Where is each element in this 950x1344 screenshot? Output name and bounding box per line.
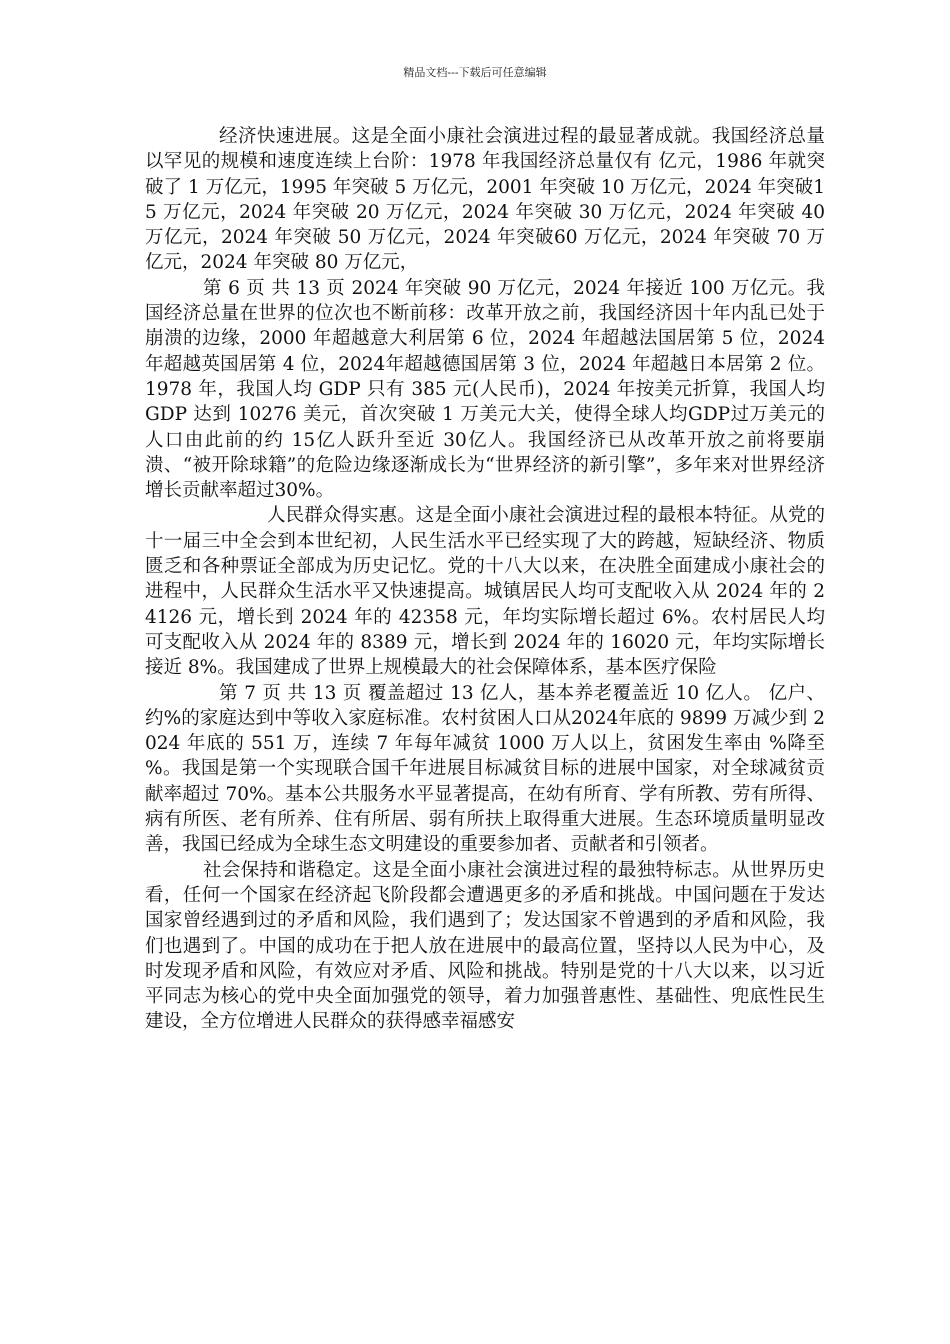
paragraph-text: 覆盖超过 13 亿人，基本养老覆盖近 10 亿人。 亿户、约%的家庭达到中等收入家庭标准。农村贫困人口从2024年底的 9899 万减少到 2024 年底的 551 万，连续 7 年每年减贫 1000 万人以上，贫困发生率由 %降至 %。我国是第一个实现联合国千年进展目标减贫目标的进展中国家，对全球减贫贡献率超过 70%。基本公共服务水平显著提高，在幼有所育、学有所教、劳有所得、病有所医、老有所养、住有所居、弱有所扶上取得重大进展。生态环境质量明显改善，我国已经成为全球生态文明建设的重要参加者、贡献者和引领者。: [145, 682, 825, 856]
paragraph-people-benefits: 人民群众得实惠。这是全面小康社会演进过程的最根本特征。从党的十一届三中全会到本世纪初，人民生活水平已经实现了大的跨越，短缺经济、物质匮乏和各种票证全部成为历史记忆。党的十八大以来，在决胜全面建成小康社会的进程中，人民群众生活水平又快速提高。城镇居民人均可支配收入从 2024 年的 24126 元，增长到 2024 年的 42358 元，年均实际增长超过 6%。农村居民人均可支配收入从 2024 年的 8389 元，增长到 2024 年的 16020 元，年均实际增长接近 8%。我国建成了世界上规模最大的社会保障体系，基本医疗保险: [145, 505, 825, 679]
page-number-marker: 第 6 页 共 13 页: [203, 277, 346, 299]
paragraph-text: 2024 年突破 90 万亿元，2024 年接近 100 万亿元。我国经济总量在世界的位次也不断前移：改革开放之前，我国经济因十年内乱已处于崩溃的边缘，2000 年超越意大利居第 6 位，2024 年超越法国居第 5 位，2024 年超越英国居第 4 位，2024年超越德国居第 3 位，2024 年超越日本居第 2 位。1978 年，我国人均 GDP 只有 385 元(人民币)，2024 年按美元折算，我国人均 GDP 达到 10276 美元，首次突破 1 万美元大关，使得全球人均GDP过万美元的人口由此前的约 15亿人跃升至近 30亿人。我国经济已从改革开放之前将要崩溃、“被开除球籍”的危险边缘逐渐成长为“世界经济的新引擎”，多年来对世界经济增长贡献率超过30%。: [145, 277, 825, 502]
paragraph-social-coverage: [145, 681, 825, 858]
paragraph-economic-ranking: [145, 276, 825, 504]
page-number-marker: 第 7 页 共 13 页: [219, 682, 362, 704]
paragraph-social-stability: 社会保持和谐稳定。这是全面小康社会演进过程的最独特标志。从世界历史看，任何一个国家在经济起飞阶段都会遭遇更多的矛盾和挑战。中国问题在于发达国家曾经遇到过的矛盾和风险，我们遇到了；发达国家不曾遇到的矛盾和风险，我们也遇到了。中国的成功在于把人放在进展中的最高位置，坚持以人民为中心，及时发现矛盾和风险，有效应对矛盾、风险和挑战。特别是党的十八大以来，以习近平同志为核心的党中央全面加强党的领导，着力加强普惠性、基础性、兜底性民生建设，全方位增进人民群众的获得感幸福感安: [145, 859, 825, 1033]
document-body: [145, 124, 825, 1035]
page-header: 精品文档---下载后可任意编辑: [403, 66, 547, 79]
paragraph-economic-growth: 经济快速进展。这是全面小康社会演进过程的最显著成就。我国经济总量以罕见的规模和速度连续上台阶：1978 年我国经济总量仅有 亿元，1986 年就突破了 1 万亿元，1995 年突破 5 万亿元，2001 年突破 10 万亿元，2024 年突破15 万亿元，2024 年突破 20 万亿元，2024 年突破 30 万亿元，2024 年突破 40 万亿元，2024 年突破 50 万亿元，2024 年突破60 万亿元，2024 年突破 70 万亿元，2024 年突破 80 万亿元，: [145, 126, 826, 274]
